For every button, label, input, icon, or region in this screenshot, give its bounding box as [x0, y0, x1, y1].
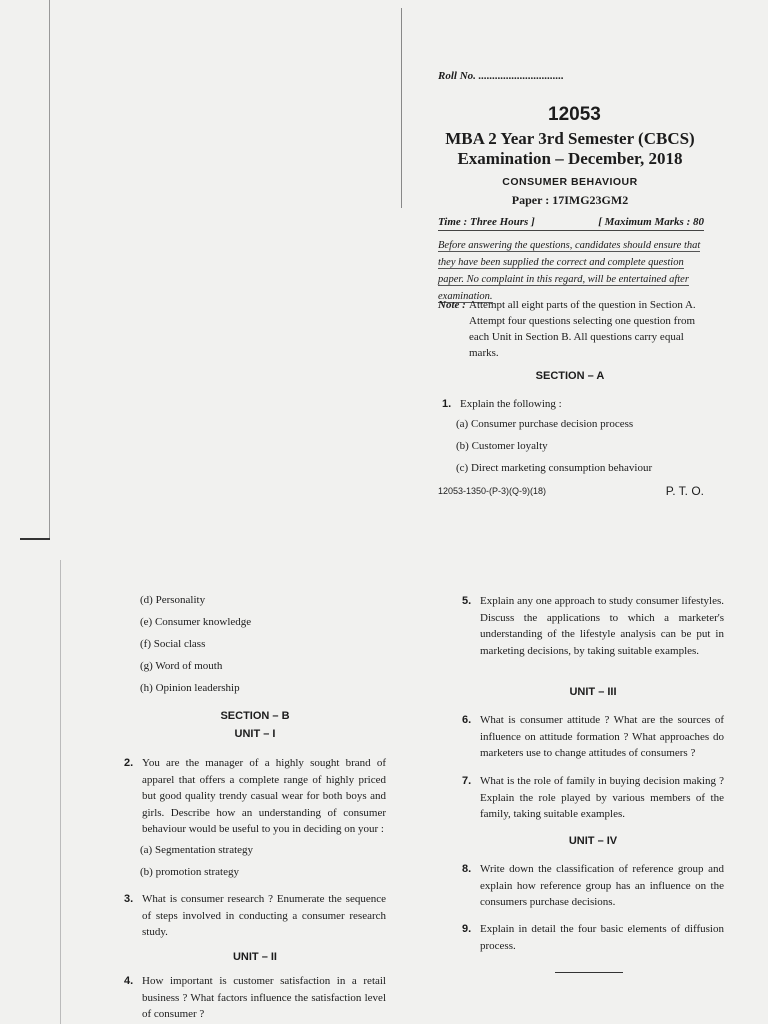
- option-a: (a) Consumer purchase decision process: [456, 418, 634, 430]
- question-5: [462, 593, 724, 659]
- question-6-number: 6.: [462, 714, 472, 726]
- unit-1-heading: UNIT – I: [234, 728, 276, 740]
- footer-code: 12053-1350-(P-3)(Q-9)(18): [438, 486, 547, 496]
- option-d: (d) Personality: [140, 594, 206, 606]
- question-1: [442, 396, 702, 413]
- question-6: [462, 712, 724, 762]
- roll-number: Roll No. ...............................: [438, 70, 564, 82]
- section-b-heading: SECTION – B: [220, 710, 290, 722]
- left-margin-line: [60, 560, 61, 1024]
- question-5-text: Explain any one approach to study consumer lifestyles. Discuss the applications to which a marketer's understanding of the lifestyle analysis can be put in marketing decisions, by taking suitable examples.: [480, 595, 724, 657]
- staple-mark: [20, 538, 50, 540]
- question-7-text: What is the role of family in buying decision making ? Explain the role played by various members of the family, taking suitable examples.: [480, 775, 724, 820]
- note-label: Note :: [438, 299, 466, 311]
- question-4-text: How important is customer satisfaction in a retail business ? What factors influence the satisfaction level of consumer ?: [142, 975, 386, 1020]
- question-9: [462, 921, 724, 954]
- question-2-number: 2.: [124, 757, 134, 769]
- unit-2-heading: UNIT – II: [232, 951, 277, 963]
- warning-text: Before answering the questions, candidates should ensure that they have been supplied the correct and complete question paper. No complaint in this regard, will be entertained after examination.: [438, 240, 701, 302]
- option-g: (g) Word of mouth: [140, 660, 223, 672]
- paper-code: Paper : 17IMG23GM2: [511, 193, 629, 207]
- option-f: (f) Social class: [140, 638, 206, 650]
- course-title: MBA 2 Year 3rd Semester (CBCS): [445, 129, 695, 148]
- section-a-heading: SECTION – A: [535, 370, 605, 382]
- question-8-text: Write down the classification of reference group and explain how reference group has an influence on the consumers purchase decisions.: [480, 863, 724, 908]
- paper-number: 12053: [548, 104, 601, 125]
- q2-option-b: (b) promotion strategy: [140, 866, 239, 878]
- note-text: Attempt all eight parts of the question in Section A. Attempt four questions selecting one question from each Unit in Section B. All questions carry equal marks.: [469, 299, 696, 359]
- pto-label: P. T. O.: [665, 484, 704, 498]
- question-4-number: 4.: [124, 975, 134, 987]
- option-b: (b) Customer loyalty: [456, 440, 548, 452]
- question-7: [462, 773, 724, 823]
- question-4: [124, 973, 386, 1023]
- question-1-number: 1.: [442, 398, 452, 410]
- question-3-text: What is consumer research ? Enumerate the sequence of steps involved in conducting a consumer research study.: [142, 893, 386, 938]
- option-h: (h) Opinion leadership: [140, 682, 240, 694]
- page-fold-line: [401, 8, 402, 208]
- max-marks-label: [ Maximum Marks : 80: [598, 216, 704, 228]
- question-6-text: What is consumer attitude ? What are the sources of influence on attitude formation ? What approaches do marketers use to change attitudes of consumers ?: [480, 714, 724, 759]
- question-3-number: 3.: [124, 893, 134, 905]
- question-2-text: You are the manager of a highly sought brand of apparel that offers a complete range of highly priced but good quality trendy casual wear for both boys and girls. Describe how an understanding of consumer behaviour would be useful to you in deciding on your :: [142, 757, 386, 835]
- question-5-number: 5.: [462, 595, 472, 607]
- question-3: [124, 891, 386, 941]
- question-1-text: Explain the following :: [460, 398, 562, 410]
- question-8: [462, 861, 724, 911]
- unit-3-heading: UNIT – III: [569, 686, 617, 698]
- page-footer: [438, 486, 704, 496]
- option-c: (c) Direct marketing consumption behaviour: [456, 462, 653, 474]
- instructions-note: [438, 297, 708, 361]
- option-e: (e) Consumer knowledge: [140, 616, 252, 628]
- question-2: [124, 755, 386, 838]
- subject-title: CONSUMER BEHAVIOUR: [502, 176, 638, 188]
- candidate-warning: [438, 237, 704, 305]
- question-9-number: 9.: [462, 923, 472, 935]
- question-8-number: 8.: [462, 863, 472, 875]
- time-marks-bar: [438, 216, 704, 231]
- question-9-text: Explain in detail the four basic elements of diffusion process.: [480, 923, 724, 952]
- exam-title: Examination – December, 2018: [457, 149, 683, 168]
- end-rule: [555, 972, 623, 973]
- q2-option-a: (a) Segmentation strategy: [140, 844, 254, 856]
- question-7-number: 7.: [462, 775, 472, 787]
- time-label: Time : Three Hours ]: [438, 216, 535, 228]
- unit-4-heading: UNIT – IV: [568, 835, 618, 847]
- upper-left-margin-line: [49, 0, 50, 540]
